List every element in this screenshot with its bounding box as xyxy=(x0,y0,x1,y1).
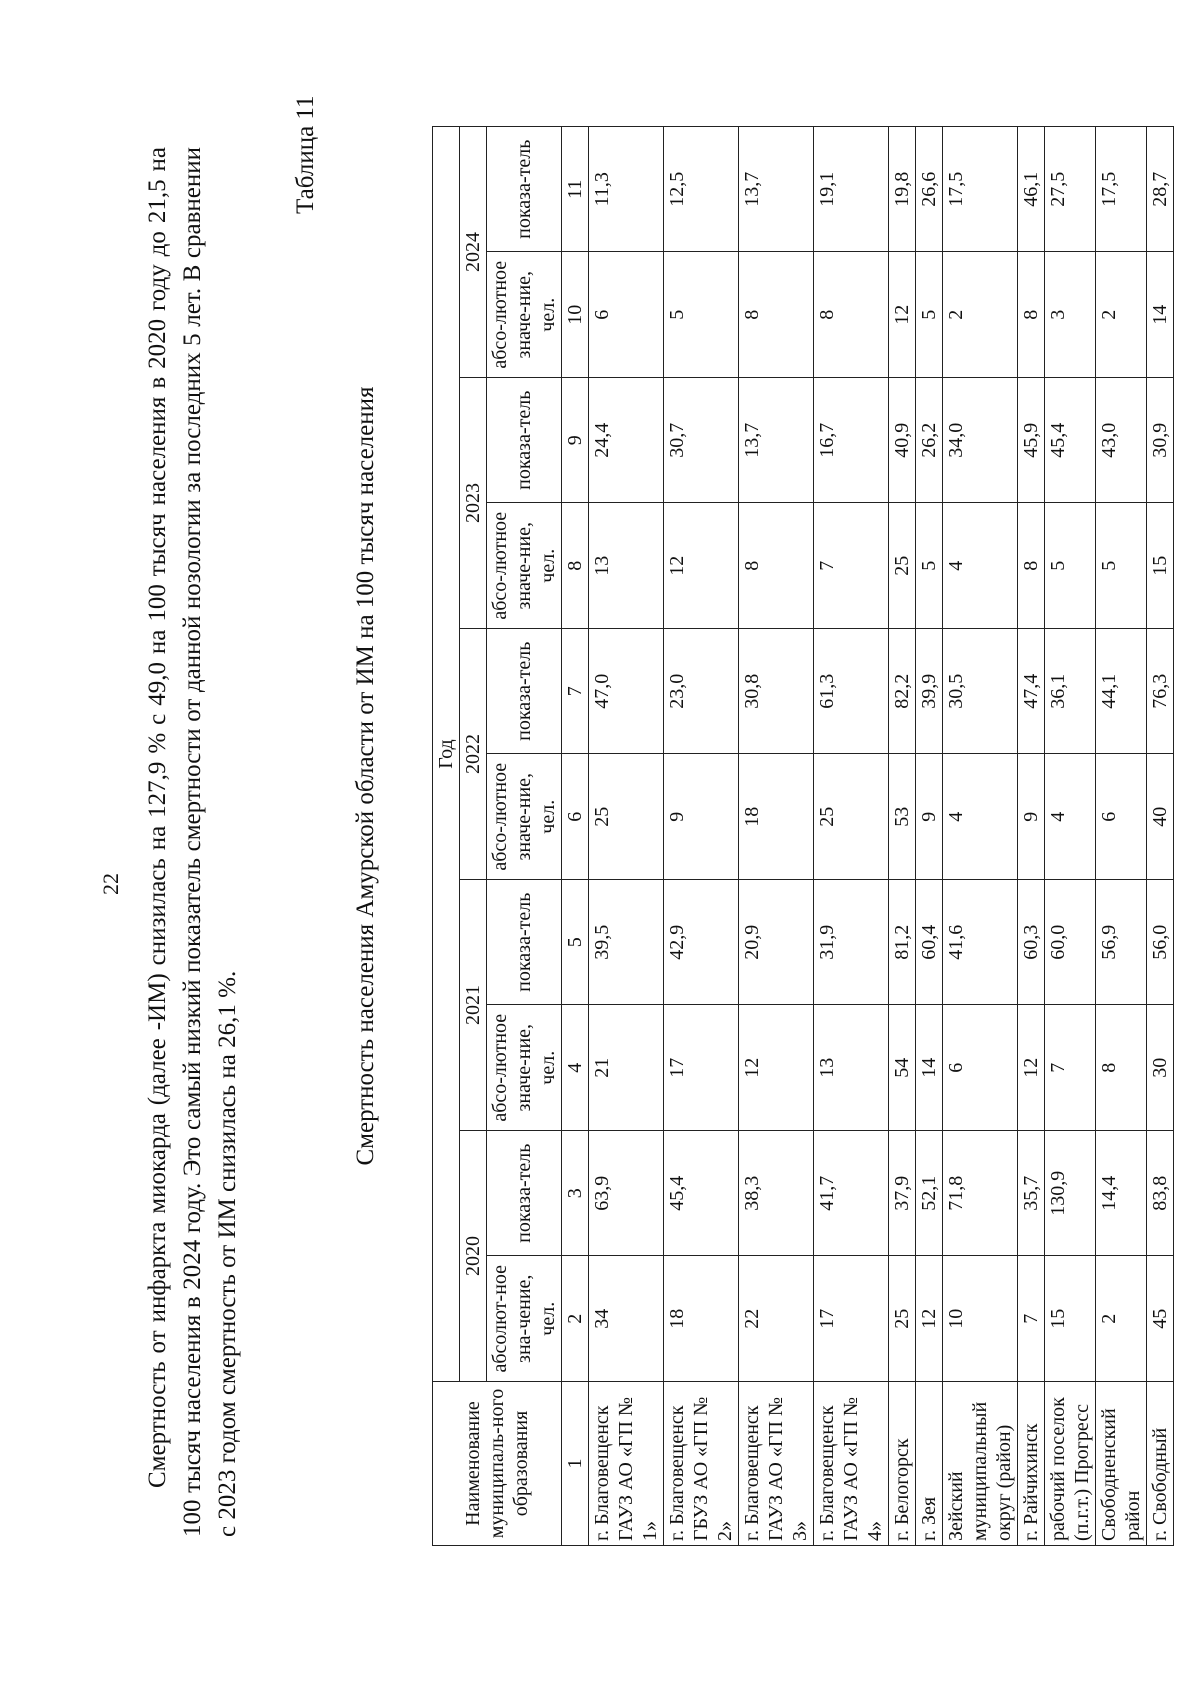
rate-value-cell: 17,5 xyxy=(943,127,1018,253)
header-abs-2020: абсолют-ное зна-чение, чел. xyxy=(487,1256,562,1382)
rate-value-cell: 13,7 xyxy=(739,127,814,253)
rate-value-cell: 17,5 xyxy=(1096,127,1147,253)
rate-value-cell: 38,3 xyxy=(739,1131,814,1257)
abs-value-cell: 6 xyxy=(1096,754,1147,880)
header-rate-2023: показа-тель xyxy=(487,378,562,504)
table-row xyxy=(739,127,814,1546)
abs-value-cell: 8 xyxy=(1018,503,1045,629)
col-number: 1 xyxy=(562,1382,589,1546)
rate-value-cell: 30,8 xyxy=(739,629,814,755)
abs-value-cell: 25 xyxy=(814,754,889,880)
abs-value-cell: 5 xyxy=(916,252,943,378)
table-row xyxy=(1147,127,1174,1546)
abs-value-cell: 12 xyxy=(1018,1005,1045,1131)
header-abs-2021: абсо-лютное значе-ние, чел. xyxy=(487,1005,562,1131)
abs-value-cell: 5 xyxy=(1045,503,1096,629)
rate-value-cell: 34,0 xyxy=(943,378,1018,504)
rate-value-cell: 31,9 xyxy=(814,880,889,1006)
municipality-name: г. Благовещенск ГБУЗ АО «ГП № 2» xyxy=(664,1382,739,1546)
municipality-name: Зейский муниципальный округ (район) xyxy=(943,1382,1018,1546)
rate-value-cell: 76,3 xyxy=(1147,629,1174,755)
rate-value-cell: 19,1 xyxy=(814,127,889,253)
header-year-2021: 2021 xyxy=(460,880,487,1131)
mortality-table xyxy=(432,126,1174,1546)
abs-value-cell: 7 xyxy=(814,503,889,629)
abs-value-cell: 53 xyxy=(889,754,916,880)
rate-value-cell: 20,9 xyxy=(739,880,814,1006)
rate-value-cell: 52,1 xyxy=(916,1131,943,1257)
page-number: 22 xyxy=(98,873,123,895)
rate-value-cell: 14,4 xyxy=(1096,1131,1147,1257)
rate-value-cell: 39,9 xyxy=(916,629,943,755)
abs-value-cell: 6 xyxy=(589,252,664,378)
col-number: 7 xyxy=(562,629,589,755)
abs-value-cell: 54 xyxy=(889,1005,916,1131)
abs-value-cell: 7 xyxy=(1018,1256,1045,1382)
abs-value-cell: 18 xyxy=(739,754,814,880)
abs-value-cell: 4 xyxy=(1045,754,1096,880)
table-row xyxy=(889,127,916,1546)
municipality-name: г. Райчихинск xyxy=(1018,1382,1045,1546)
abs-value-cell: 15 xyxy=(1147,503,1174,629)
header-abs-2022: абсо-лютное значе-ние, чел. xyxy=(487,754,562,880)
header-rate-2022: показа-тель xyxy=(487,629,562,755)
abs-value-cell: 15 xyxy=(1045,1256,1096,1382)
rate-value-cell: 130,9 xyxy=(1045,1131,1096,1257)
table-caption: Смертность населения Амурской области от ИМ на 100 тысяч населения xyxy=(352,386,379,1166)
abs-value-cell: 6 xyxy=(943,1005,1018,1131)
rate-value-cell: 45,9 xyxy=(1018,378,1045,504)
rate-value-cell: 47,4 xyxy=(1018,629,1045,755)
header-rate-2024: показа-тель xyxy=(487,127,562,253)
abs-value-cell: 13 xyxy=(814,1005,889,1131)
col-number: 11 xyxy=(562,127,589,253)
abs-value-cell: 5 xyxy=(916,503,943,629)
rate-value-cell: 36,1 xyxy=(1045,629,1096,755)
abs-value-cell: 45 xyxy=(1147,1256,1174,1382)
table-body xyxy=(589,127,1174,1546)
municipality-name: г. Белогорск xyxy=(889,1382,916,1546)
abs-value-cell: 30 xyxy=(1147,1005,1174,1131)
abs-value-cell: 12 xyxy=(916,1256,943,1382)
rate-value-cell: 61,3 xyxy=(814,629,889,755)
table-row xyxy=(589,127,664,1546)
intro-text: Смертность от инфаркта миокарда (далее -ИМ) снизилась на 127,9 % с 49,0 на 100 тысяч населения в 2020 году до 21,5 на 100 тысяч населения в 2024 году. Это самый низкий показатель смертности от данной нозологии за последних 5 лет. В сравнении с 2023 годом смертность от ИМ снизилась на 26,1 %. xyxy=(144,147,241,1537)
abs-value-cell: 14 xyxy=(1147,252,1174,378)
rate-value-cell: 30,7 xyxy=(664,378,739,504)
rate-value-cell: 16,7 xyxy=(814,378,889,504)
rate-value-cell: 35,7 xyxy=(1018,1131,1045,1257)
rate-value-cell: 60,4 xyxy=(916,880,943,1006)
table-row xyxy=(1096,127,1147,1546)
table-row xyxy=(814,127,889,1546)
header-year-2023: 2023 xyxy=(460,378,487,629)
abs-value-cell: 8 xyxy=(739,252,814,378)
rate-value-cell: 56,0 xyxy=(1147,880,1174,1006)
header-rate-2020: показа-тель xyxy=(487,1131,562,1257)
abs-value-cell: 22 xyxy=(739,1256,814,1382)
rate-value-cell: 11,3 xyxy=(589,127,664,253)
header-year-2022: 2022 xyxy=(460,629,487,880)
abs-value-cell: 13 xyxy=(589,503,664,629)
rate-value-cell: 26,2 xyxy=(916,378,943,504)
abs-value-cell: 12 xyxy=(889,252,916,378)
abs-value-cell: 12 xyxy=(739,1005,814,1131)
abs-value-cell: 8 xyxy=(1018,252,1045,378)
header-rate-2021: показа-тель xyxy=(487,880,562,1006)
rate-value-cell: 41,7 xyxy=(814,1131,889,1257)
abs-value-cell: 10 xyxy=(943,1256,1018,1382)
table-row xyxy=(1018,127,1045,1546)
municipality-name: Свободненский район xyxy=(1096,1382,1147,1546)
rate-value-cell: 83,8 xyxy=(1147,1131,1174,1257)
rate-value-cell: 27,5 xyxy=(1045,127,1096,253)
table-header xyxy=(433,127,589,1546)
header-abs-2024: абсо-лютное значе-ние, чел. xyxy=(487,252,562,378)
municipality-name: г. Зея xyxy=(916,1382,943,1546)
rate-value-cell: 26,6 xyxy=(916,127,943,253)
col-number: 6 xyxy=(562,754,589,880)
rate-value-cell: 41,6 xyxy=(943,880,1018,1006)
header-name: Наименование муниципаль-ного образования xyxy=(433,1382,562,1546)
abs-value-cell: 4 xyxy=(943,754,1018,880)
rate-value-cell: 82,2 xyxy=(889,629,916,755)
abs-value-cell: 18 xyxy=(664,1256,739,1382)
rate-value-cell: 43,0 xyxy=(1096,378,1147,504)
rate-value-cell: 30,5 xyxy=(943,629,1018,755)
rate-value-cell: 44,1 xyxy=(1096,629,1147,755)
abs-value-cell: 9 xyxy=(1018,754,1045,880)
municipality-name: г. Благовещенск ГАУЗ АО «ГП № 4» xyxy=(814,1382,889,1546)
abs-value-cell: 5 xyxy=(664,252,739,378)
header-year-2020: 2020 xyxy=(460,1131,487,1382)
abs-value-cell: 4 xyxy=(943,503,1018,629)
abs-value-cell: 25 xyxy=(889,503,916,629)
header-year-group: Год xyxy=(433,127,460,1382)
col-number: 3 xyxy=(562,1131,589,1257)
rate-value-cell: 39,5 xyxy=(589,880,664,1006)
table-row xyxy=(943,127,1018,1546)
rate-value-cell: 60,3 xyxy=(1018,880,1045,1006)
abs-value-cell: 17 xyxy=(664,1005,739,1131)
abs-value-cell: 12 xyxy=(664,503,739,629)
col-number: 8 xyxy=(562,503,589,629)
col-number: 2 xyxy=(562,1256,589,1382)
rate-value-cell: 45,4 xyxy=(664,1131,739,1257)
rate-value-cell: 13,7 xyxy=(739,378,814,504)
rate-value-cell: 12,5 xyxy=(664,127,739,253)
abs-value-cell: 2 xyxy=(943,252,1018,378)
abs-value-cell: 25 xyxy=(889,1256,916,1382)
table-row xyxy=(916,127,943,1546)
rate-value-cell: 30,9 xyxy=(1147,378,1174,504)
rate-value-cell: 60,0 xyxy=(1045,880,1096,1006)
municipality-name: рабочий поселок (п.г.т.) Прогресс xyxy=(1045,1382,1096,1546)
col-number: 5 xyxy=(562,880,589,1006)
abs-value-cell: 3 xyxy=(1045,252,1096,378)
municipality-name: г. Свободный xyxy=(1147,1382,1174,1546)
rate-value-cell: 46,1 xyxy=(1018,127,1045,253)
rate-value-cell: 81,2 xyxy=(889,880,916,1006)
municipality-name: г. Благовещенск ГАУЗ АО «ГП № 3» xyxy=(739,1382,814,1546)
col-number: 9 xyxy=(562,378,589,504)
abs-value-cell: 40 xyxy=(1147,754,1174,880)
abs-value-cell: 8 xyxy=(1096,1005,1147,1131)
abs-value-cell: 9 xyxy=(664,754,739,880)
rate-value-cell: 42,9 xyxy=(664,880,739,1006)
header-abs-2023: абсо-лютное значе-ние, чел. xyxy=(487,503,562,629)
rate-value-cell: 19,8 xyxy=(889,127,916,253)
abs-value-cell: 8 xyxy=(814,252,889,378)
abs-value-cell: 8 xyxy=(739,503,814,629)
header-year-2024: 2024 xyxy=(460,127,487,378)
col-number: 10 xyxy=(562,252,589,378)
rate-value-cell: 23,0 xyxy=(664,629,739,755)
abs-value-cell: 34 xyxy=(589,1256,664,1382)
abs-value-cell: 21 xyxy=(589,1005,664,1131)
rate-value-cell: 47,0 xyxy=(589,629,664,755)
abs-value-cell: 17 xyxy=(814,1256,889,1382)
table-row xyxy=(664,127,739,1546)
intro-paragraph xyxy=(140,147,245,1537)
abs-value-cell: 2 xyxy=(1096,1256,1147,1382)
table-row xyxy=(1045,127,1096,1546)
rate-value-cell: 37,9 xyxy=(889,1131,916,1257)
abs-value-cell: 5 xyxy=(1096,503,1147,629)
municipality-name: г. Благовещенск ГАУЗ АО «ГП № 1» xyxy=(589,1382,664,1546)
abs-value-cell: 9 xyxy=(916,754,943,880)
rate-value-cell: 45,4 xyxy=(1045,378,1096,504)
abs-value-cell: 2 xyxy=(1096,252,1147,378)
abs-value-cell: 14 xyxy=(916,1005,943,1131)
rate-value-cell: 56,9 xyxy=(1096,880,1147,1006)
rate-value-cell: 71,8 xyxy=(943,1131,1018,1257)
rate-value-cell: 63,9 xyxy=(589,1131,664,1257)
table-label: Таблица 11 xyxy=(292,95,319,214)
rate-value-cell: 28,7 xyxy=(1147,127,1174,253)
rate-value-cell: 24,4 xyxy=(589,378,664,504)
abs-value-cell: 25 xyxy=(589,754,664,880)
abs-value-cell: 7 xyxy=(1045,1005,1096,1131)
rate-value-cell: 40,9 xyxy=(889,378,916,504)
col-number: 4 xyxy=(562,1005,589,1131)
